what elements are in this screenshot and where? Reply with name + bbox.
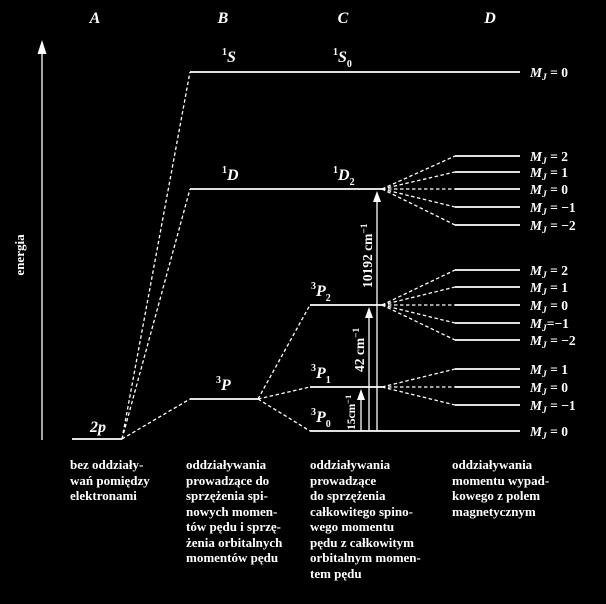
mj-label-p2-m2: $M_J = -2$ <box>530 333 576 351</box>
mj-label-p2-0: $M_J = 0$ <box>530 298 568 316</box>
description-d-line: magnetycznym <box>452 503 536 519</box>
description-c-line: całkowitego spino- <box>310 503 413 519</box>
label-1d2: $^1D_2$ <box>333 165 355 188</box>
description-b-line: nowych momen- <box>186 503 278 519</box>
mj-label-s0: $M_J = 0$ <box>530 65 568 83</box>
label-3p0: $^3P_0$ <box>311 407 331 430</box>
mj-label-p1-0: $M_J = 0$ <box>530 380 568 398</box>
gap-label-p1: $15cm^{-1}$ <box>343 394 358 430</box>
gap-label-d2: 10192 $cm^{-1}$ <box>360 223 375 288</box>
mj-label-d2-0: $M_J = 0$ <box>530 182 568 200</box>
mj-label-d2-m2: $M_J = -2$ <box>530 218 576 236</box>
description-a-line: elektronami <box>70 488 137 503</box>
label-1s0: $^1S_0$ <box>333 47 352 70</box>
description-b-line: żenia orbitalnych <box>186 534 283 550</box>
description-d-line: momentu wypad- <box>452 472 550 488</box>
column-c-heading: C <box>337 10 349 27</box>
mj-label-d2-1: $M_J = 1$ <box>530 165 568 183</box>
mj-label-p1-m1: $M_J = -1$ <box>530 398 576 416</box>
description-d-line: kowego z polem <box>452 488 541 503</box>
description-a-line: bez oddziały- <box>70 457 144 472</box>
column-d-heading: D <box>484 10 496 27</box>
label-3p: $^3$P <box>216 375 231 394</box>
description-c-line: do sprzężenia <box>310 488 386 503</box>
description-d <box>452 457 592 519</box>
description-b-line: oddziaływania <box>186 457 267 472</box>
column-a-heading: A <box>89 10 101 27</box>
description-c-line: oddziaływania <box>310 457 391 472</box>
label-1d: $^1$D <box>222 165 239 184</box>
mj-label-p2-m1: $M_J=-1$ <box>530 316 569 334</box>
description-a <box>70 457 180 504</box>
mj-label-d2-m1: $M_J = -1$ <box>530 200 576 218</box>
description-b <box>186 457 308 566</box>
description-c-line: tem pędu <box>310 565 362 581</box>
label-1s: $^1$S <box>222 47 236 66</box>
mj-label-d2-2: $M_J = 2$ <box>530 149 568 167</box>
description-c <box>310 457 448 581</box>
mj-label-p2-2: $M_J = 2$ <box>530 263 568 281</box>
description-b-line: momentów pędu <box>186 550 279 565</box>
label-3p2: $^3P_2$ <box>311 281 331 304</box>
description-a-line: wań pomiędzy <box>70 472 150 488</box>
column-b-heading: B <box>217 10 229 27</box>
gap-label-p2: 42 $cm^{-1}$ <box>352 327 367 372</box>
description-c-line: orbitalnym momen- <box>310 550 421 565</box>
description-b-line: tów pędu i sprzę- <box>186 519 281 534</box>
mj-label-p1-1: $M_J = 1$ <box>530 362 568 380</box>
description-b-line: prowadzące do <box>186 472 270 488</box>
description-b-line: sprzężenia spi- <box>186 488 268 503</box>
description-d-line: oddziaływania <box>452 457 533 472</box>
label-3p1: $^3P_1$ <box>311 363 331 386</box>
description-c-line: wego momentu <box>310 519 395 534</box>
description-c-line: prowadzące <box>310 472 377 488</box>
mj-label-p0: $M_J = 0$ <box>530 424 568 442</box>
description-c-line: pędu z całkowitym <box>310 534 414 550</box>
label-2p: 2p <box>90 419 106 436</box>
axis-label: energia <box>12 234 27 276</box>
mj-label-p2-1: $M_J = 1$ <box>530 280 568 298</box>
